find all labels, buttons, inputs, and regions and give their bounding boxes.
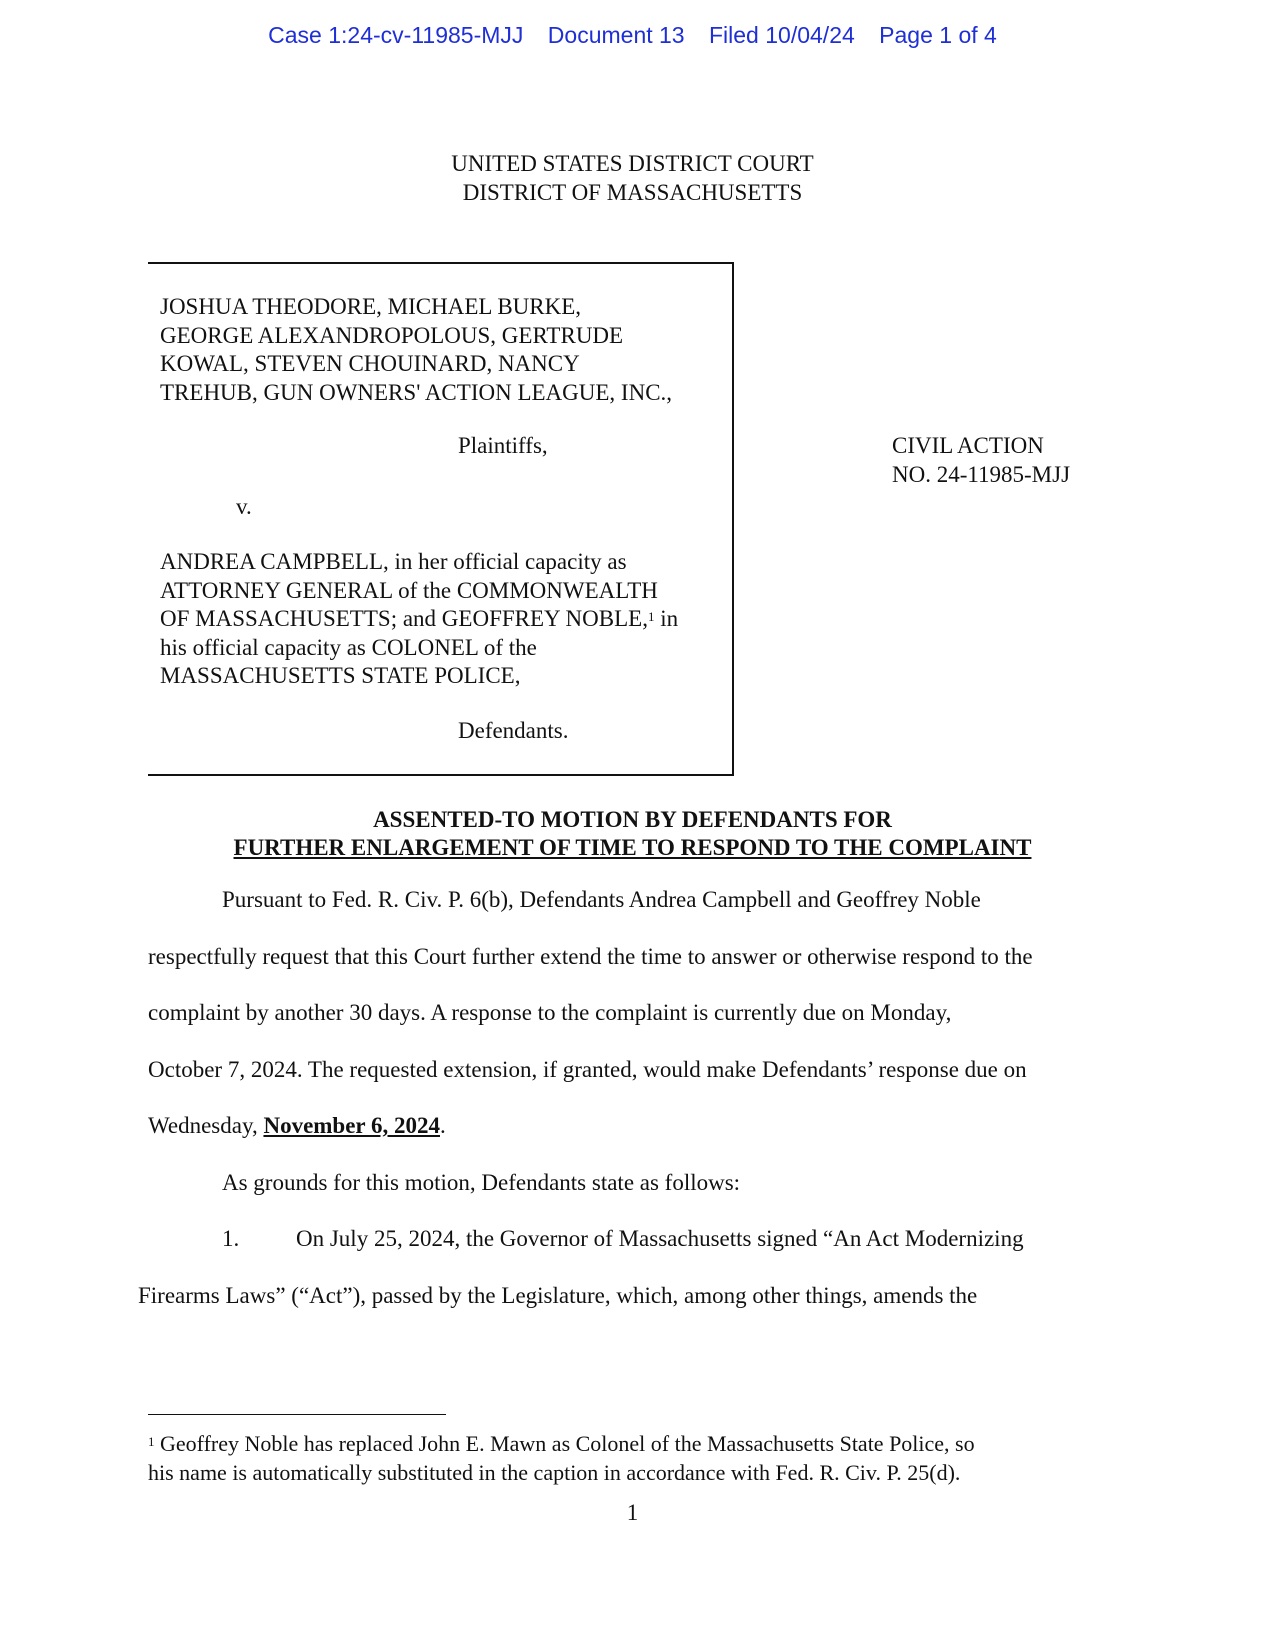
civil-action-label: CIVIL ACTION bbox=[892, 433, 1044, 458]
motion-title bbox=[0, 806, 1265, 862]
plaintiffs-line: JOSHUA THEODORE, MICHAEL BURKE, bbox=[160, 294, 582, 319]
body-text: . bbox=[439, 1113, 446, 1138]
civil-action-number bbox=[892, 432, 1070, 489]
footnote-ref: 1 bbox=[647, 609, 655, 624]
plaintiffs-list bbox=[160, 293, 740, 407]
body-line: complaint by another 30 days. A response to the complaint is currently due on Monday, bbox=[148, 1000, 952, 1025]
body-line: As grounds for this motion, Defendants state as follows: bbox=[222, 1170, 741, 1195]
body-line: October 7, 2024. The requested extension, if granted, would make Defendants’ response due on bbox=[148, 1057, 1027, 1082]
case-number: Case 1:24-cv-11985-MJJ bbox=[268, 22, 524, 48]
footnote bbox=[148, 1430, 1128, 1487]
motion-title-line2: FURTHER ENLARGEMENT OF TIME TO RESPOND TO THE COMPLAINT bbox=[233, 835, 1032, 860]
defendants-list bbox=[160, 548, 740, 691]
defendants-text: in bbox=[654, 606, 679, 631]
versus: v. bbox=[236, 494, 252, 519]
body-text: Wednesday, bbox=[148, 1113, 264, 1138]
body-line: respectfully request that this Court further extend the time to answer or otherwise respond to the bbox=[148, 944, 1033, 969]
ecf-header bbox=[0, 22, 1265, 49]
footnote-text: Geoffrey Noble has replaced John E. Mawn as Colonel of the Massachusetts State Police, so bbox=[154, 1431, 975, 1456]
footnote-line bbox=[148, 1430, 1128, 1459]
page-number: 1 bbox=[626, 1500, 639, 1525]
defendants-line: ANDREA CAMPBELL, in her official capacity as bbox=[160, 549, 627, 574]
filed-date: Filed 10/04/24 bbox=[709, 22, 855, 48]
defendants-text: OF MASSACHUSETTS; and GEOFFREY NOBLE, bbox=[160, 606, 648, 631]
defendants-label: Defendants. bbox=[458, 718, 569, 743]
court-name: UNITED STATES DISTRICT COURT bbox=[451, 151, 814, 176]
footnote-line: his name is automatically substituted in the caption in accordance with Fed. R. Civ. P. 25(d). bbox=[148, 1459, 961, 1485]
body-line bbox=[148, 1113, 446, 1139]
body-line: Pursuant to Fed. R. Civ. P. 6(b), Defendants Andrea Campbell and Geoffrey Noble bbox=[222, 887, 981, 912]
item-number: 1. bbox=[222, 1226, 240, 1251]
plaintiffs-label: Plaintiffs, bbox=[458, 433, 548, 458]
plaintiffs-line: GEORGE ALEXANDROPOLOUS, GERTRUDE bbox=[160, 322, 624, 348]
court-heading bbox=[0, 149, 1265, 207]
civil-action-docket: NO. 24-11985-MJJ bbox=[892, 461, 1071, 487]
page-indicator: Page 1 of 4 bbox=[879, 22, 997, 48]
defendants-line: his official capacity as COLONEL of the bbox=[160, 634, 537, 660]
body-line: Firearms Laws” (“Act”), passed by the Legislature, which, among other things, amends the bbox=[138, 1283, 978, 1308]
plaintiffs-line: KOWAL, STEVEN CHOUINARD, NANCY bbox=[160, 351, 580, 376]
footnote-divider bbox=[148, 1414, 446, 1415]
due-date: November 6, 2024 bbox=[263, 1113, 440, 1138]
document-number: Document 13 bbox=[547, 22, 685, 48]
defendants-line bbox=[160, 605, 740, 634]
plaintiffs-line: TREHUB, GUN OWNERS' ACTION LEAGUE, INC., bbox=[160, 379, 673, 405]
motion-title-line1: ASSENTED-TO MOTION BY DEFENDANTS FOR bbox=[373, 807, 892, 832]
defendants-line: MASSACHUSETTS STATE POLICE, bbox=[160, 663, 521, 688]
body-line: On July 25, 2024, the Governor of Massachusetts signed “An Act Modernizing bbox=[296, 1226, 1024, 1251]
court-district: DISTRICT OF MASSACHUSETTS bbox=[462, 180, 803, 205]
footnote-marker: 1 bbox=[148, 1434, 155, 1449]
defendants-line: ATTORNEY GENERAL of the COMMONWEALTH bbox=[160, 577, 658, 603]
